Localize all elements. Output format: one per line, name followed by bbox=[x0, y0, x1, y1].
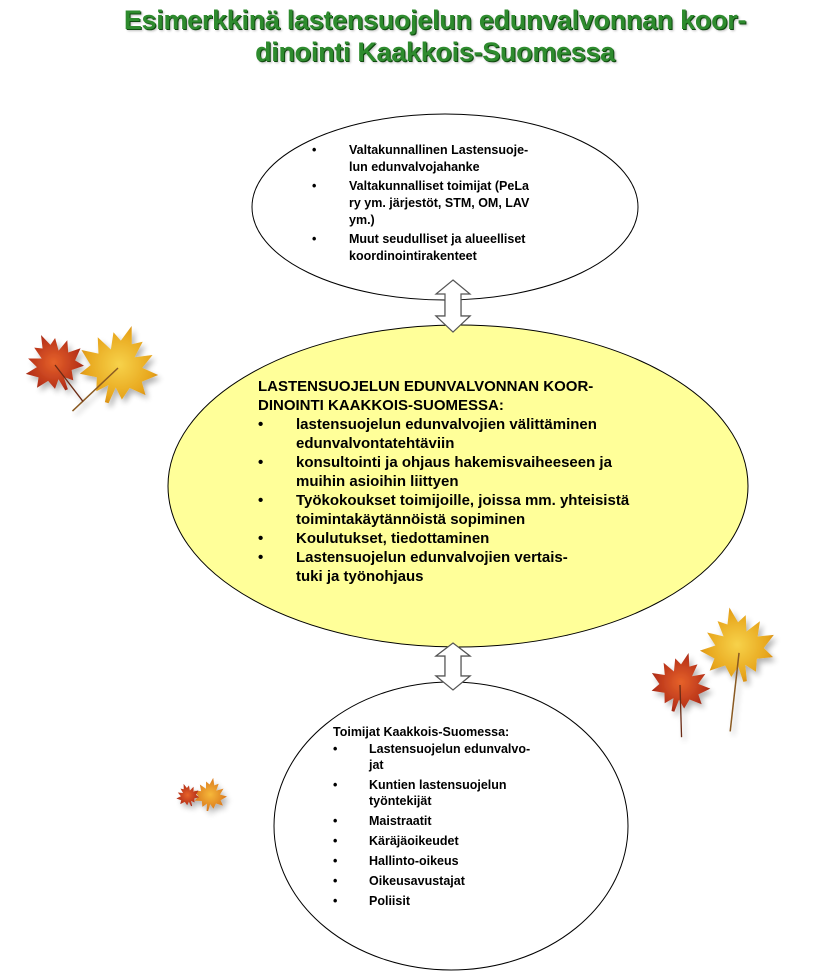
list-item-text: Muut seudulliset ja alueelliset koordinointirakenteet bbox=[349, 232, 526, 263]
list-item-text: Valtakunnalliset toimijat (PeLa ry ym. järjestöt, STM, OM, LAV ym.) bbox=[349, 179, 530, 227]
list-item bbox=[312, 178, 572, 229]
bottom-ellipse-list bbox=[333, 741, 573, 909]
list-item bbox=[333, 833, 573, 849]
list-item bbox=[258, 529, 678, 548]
title-line-2: dinointi Kaakkois-Suomessa bbox=[255, 37, 615, 67]
middle-ellipse-list bbox=[258, 415, 678, 586]
bullet-icon: • bbox=[333, 834, 338, 848]
middle-ellipse-content bbox=[258, 377, 678, 586]
top-ellipse-list bbox=[312, 142, 572, 265]
list-item bbox=[333, 853, 573, 869]
list-item bbox=[258, 491, 678, 529]
list-item bbox=[333, 741, 573, 773]
maple-leaf-cluster-left bbox=[14, 314, 170, 433]
list-item bbox=[312, 231, 572, 265]
list-item-text: Oikeusavustajat bbox=[369, 874, 465, 888]
bullet-icon: • bbox=[258, 530, 264, 547]
list-item-text: Lastensuojelun edunvalvo- jat bbox=[369, 742, 531, 772]
list-item bbox=[333, 777, 573, 809]
list-item-text: lastensuojelun edunvalvojien välittäminen edunvalvontatehtäviin bbox=[296, 416, 597, 452]
list-item-text: Kuntien lastensuojelun työntekijät bbox=[369, 778, 507, 808]
maple-leaf-cluster-right bbox=[638, 600, 792, 741]
list-item bbox=[258, 453, 678, 491]
list-item-text: konsultointi ja ohjaus hakemisvaiheeseen ja muihin asioihin liittyen bbox=[296, 454, 612, 490]
list-item-text: Lastensuojelun edunvalvojien vertais- tuki ja työnohjaus bbox=[296, 549, 568, 585]
list-item bbox=[258, 548, 678, 586]
bullet-icon: • bbox=[258, 492, 264, 509]
bullet-icon: • bbox=[258, 416, 264, 433]
list-item-text: Hallinto-oikeus bbox=[369, 854, 459, 868]
bullet-icon: • bbox=[333, 874, 338, 888]
list-item-text: Työkokoukset toimijoille, joissa mm. yhteisistä toimintakäytännöistä sopiminen bbox=[296, 492, 630, 528]
bottom-ellipse-heading: Toimijat Kaakkois-Suomessa: bbox=[333, 725, 510, 739]
list-item-text: Valtakunnallinen Lastensuoje- lun edunvalvojahanke bbox=[349, 143, 529, 174]
maple-leaf-cluster-small bbox=[173, 775, 230, 814]
bullet-icon: • bbox=[312, 232, 317, 246]
bullet-icon: • bbox=[333, 854, 338, 868]
bullet-icon: • bbox=[312, 179, 317, 193]
top-ellipse-content bbox=[312, 142, 572, 267]
list-item bbox=[333, 893, 573, 909]
bullet-icon: • bbox=[258, 549, 264, 566]
list-item bbox=[312, 142, 572, 176]
list-item bbox=[258, 415, 678, 453]
bottom-ellipse-content bbox=[333, 724, 573, 913]
middle-ellipse-heading: LASTENSUOJELUN EDUNVALVONNAN KOOR- DINOINTI KAAKKOIS-SUOMESSA: bbox=[258, 378, 594, 414]
list-item bbox=[333, 813, 573, 829]
bullet-icon: • bbox=[333, 814, 338, 828]
bullet-icon: • bbox=[333, 742, 338, 756]
list-item bbox=[333, 873, 573, 889]
bullet-icon: • bbox=[333, 778, 338, 792]
title-line-1: Esimerkkinä lastensuojelun edunvalvonnan koor- bbox=[123, 5, 747, 35]
list-item-text: Maistraatit bbox=[369, 814, 432, 828]
bullet-icon: • bbox=[333, 894, 338, 908]
bullet-icon: • bbox=[312, 143, 317, 157]
list-item-text: Käräjäoikeudet bbox=[369, 834, 459, 848]
bullet-icon: • bbox=[258, 454, 264, 471]
list-item-text: Koulutukset, tiedottaminen bbox=[296, 530, 490, 547]
list-item-text: Poliisit bbox=[369, 894, 410, 908]
